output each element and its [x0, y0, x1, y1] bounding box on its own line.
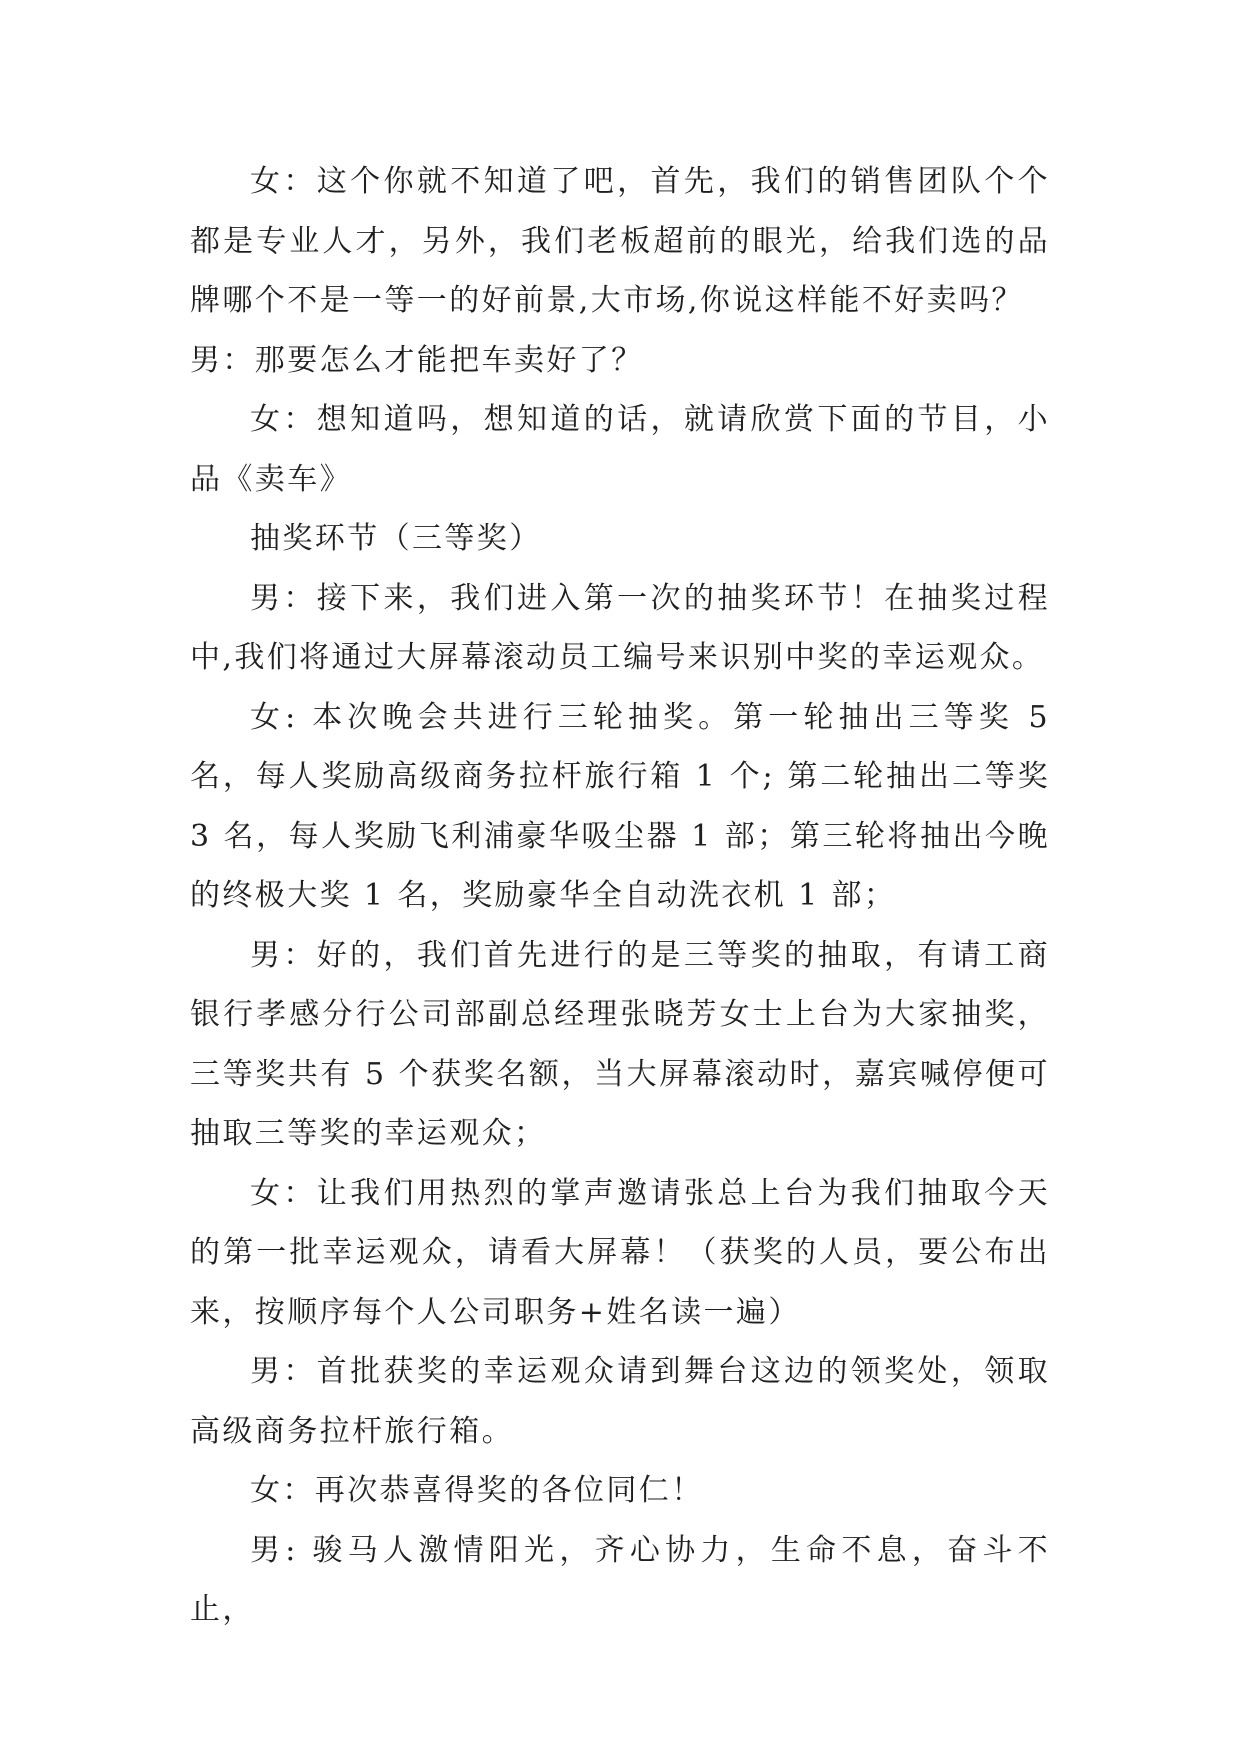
- paragraph-male-first-lottery: 男：接下来，我们进入第一次的抽奖环节！在抽奖过程中,我们将通过大屏幕滚动员工编号来识别中奖的幸运观众。: [190, 580, 1050, 675]
- document-body: [190, 152, 1050, 1640]
- paragraph-female-congrats: 女：再次恭喜得奖的各位同仁！: [250, 1473, 704, 1508]
- section-heading-lottery-third-prize: 抽奖环节（三等奖）: [250, 521, 542, 556]
- paragraph-male-company-spirit: 男: 骏马人激情阳光，齐心协力，生命不息，奋斗不止，: [190, 1532, 1050, 1627]
- paragraph-female-sales-team: 女：这个你就不知道了吧，首先，我们的销售团队个个都是专业人才，另外，我们老板超前的眼光，给我们选的品牌哪个不是一等一的好前景,大市场,你说这样能不好卖吗？: [190, 164, 1050, 318]
- paragraph-female-skit-intro: 女：想知道吗，想知道的话，就请欣赏下面的节目，小品《卖车》: [190, 402, 1050, 497]
- paragraph-male-third-prize-draw: 男：好的，我们首先进行的是三等奖的抽取，有请工商银行孝感分行公司部副总经理张晓芳女士上台为大家抽奖，三等奖共有 5 个获奖名额，当大屏幕滚动时，嘉宾喊停便可抽取三等奖的幸运观众；: [190, 937, 1050, 1151]
- paragraph-male-how-to-sell: 男：那要怎么才能把车卖好了？: [190, 342, 644, 378]
- paragraph-female-lottery-rules: 女: 本次晚会共进行三轮抽奖。第一轮抽出三等奖 5 名，每人奖励高级商务拉杆旅行箱 1 个; 第二轮抽出二等奖 3 名，每人奖励飞利浦豪华吸尘器 1 部；第三轮将抽出今晚的终极大奖 1 名，奖励豪华全自动洗衣机 1 部；: [190, 699, 1050, 913]
- paragraph-male-collect-prize: 男：首批获奖的幸运观众请到舞台这边的领奖处，领取高级商务拉杆旅行箱。: [190, 1354, 1050, 1449]
- paragraph-female-invite-draw: 女：让我们用热烈的掌声邀请张总上台为我们抽取今天的第一批幸运观众，请看大屏幕！（获奖的人员，要公布出来，按顺序每个人公司职务+姓名读一遍）: [190, 1175, 1050, 1330]
